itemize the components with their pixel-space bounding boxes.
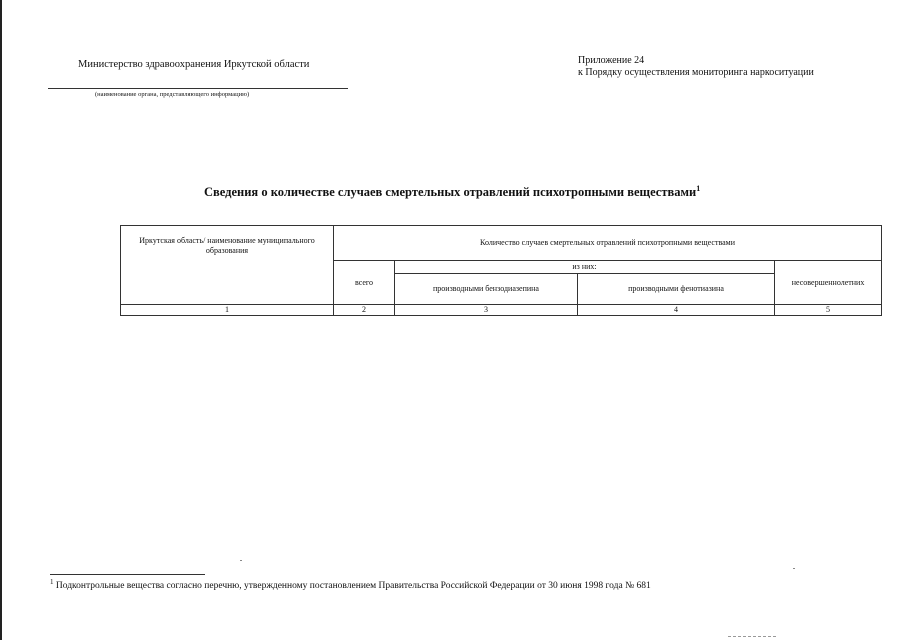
appendix-number: Приложение 24 — [578, 55, 645, 66]
column-number: 5 — [775, 305, 882, 316]
organization-caption: (наименование органа, представляющего информацию) — [95, 91, 250, 98]
of-them-header: из них: — [395, 261, 775, 274]
scan-speck — [793, 568, 795, 569]
appendix-reference — [578, 55, 814, 79]
footnote-marker: 1 — [50, 578, 54, 586]
benzodiazepine-header: производными бензодиазепина — [395, 274, 578, 305]
report-table — [120, 225, 882, 316]
column-number: 3 — [395, 305, 578, 316]
minors-header: несовершеннолетних — [775, 261, 882, 305]
region-header: Иркутская область/ наименование муниципального образования — [121, 226, 334, 305]
organization-underline — [48, 88, 348, 89]
table-header-row — [121, 226, 882, 261]
column-number: 2 — [334, 305, 395, 316]
document-title — [204, 184, 700, 200]
footnote — [50, 578, 651, 591]
phenothiazine-header: производными фенотиазина — [578, 274, 775, 305]
column-number: 4 — [578, 305, 775, 316]
column-number-row — [121, 305, 882, 316]
appendix-order: к Порядку осуществления мониторинга наркоситуации — [578, 67, 814, 78]
total-header: всего — [334, 261, 395, 305]
organization-name: Министерство здравоохранения Иркутской области — [78, 59, 310, 70]
title-footnote-ref: 1 — [696, 184, 701, 193]
footnote-separator — [50, 574, 205, 575]
scan-speck — [240, 560, 242, 561]
column-number: 1 — [121, 305, 334, 316]
footnote-text: Подконтрольные вещества согласно перечню, утвержденному постановлением Правительства Российской Федерации от 30 июня 1998 года № 681 — [53, 581, 651, 592]
page-edge — [0, 0, 2, 640]
document-title-text: Сведения о количестве случаев смертельных отравлений психотропными веществами — [204, 185, 697, 200]
poisoning-count-header: Количество случаев смертельных отравлений психотропными веществами — [334, 226, 882, 261]
scan-artifact-line — [728, 636, 776, 637]
